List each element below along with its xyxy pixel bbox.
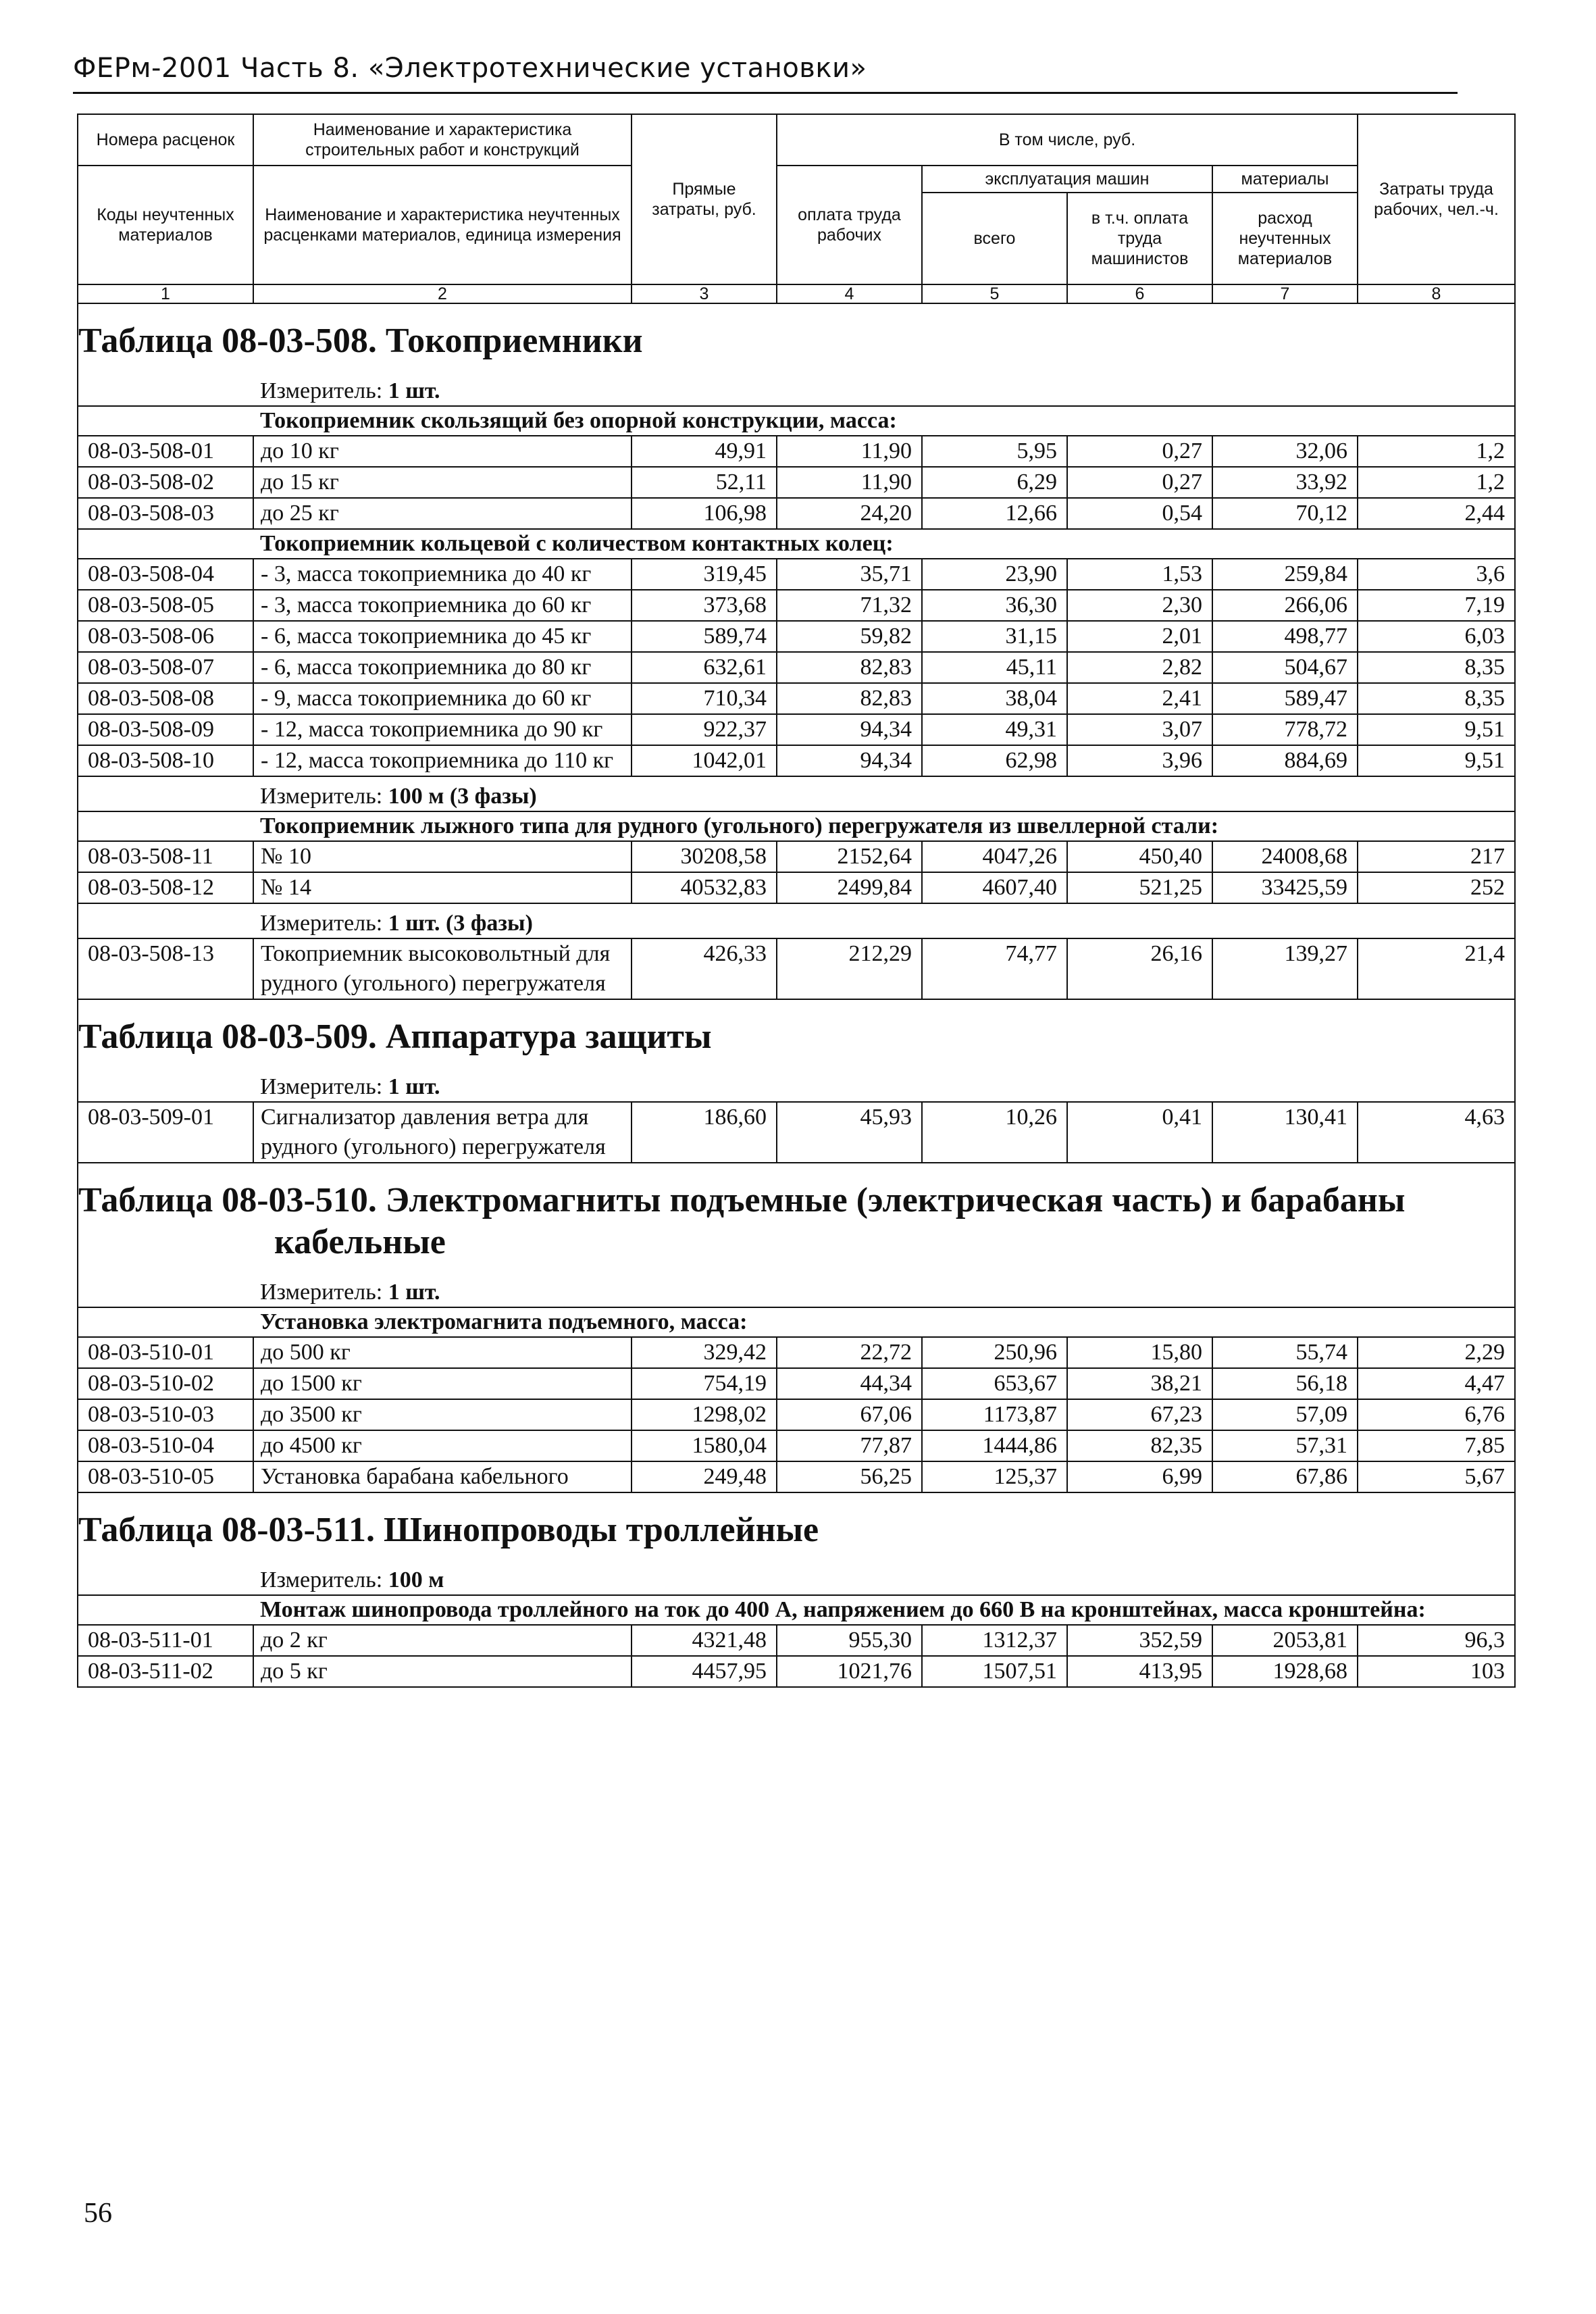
hdr-material-names: Наименование и характеристика неучтенных расценками материалов, единица измерения	[253, 166, 632, 284]
value-cell: 266,06	[1212, 590, 1358, 621]
value-cell: 59,82	[777, 621, 922, 652]
rate-code: 08-03-511-01	[78, 1625, 253, 1656]
rate-code: 08-03-508-03	[78, 498, 253, 529]
value-cell: 955,30	[777, 1625, 922, 1656]
value-cell: 1042,01	[632, 745, 777, 776]
value-cell: 6,99	[1067, 1461, 1212, 1492]
work-description: - 6, масса токоприемника до 45 кг	[253, 621, 632, 652]
measure-label: Измеритель:	[260, 1280, 383, 1305]
work-description: до 5 кг	[253, 1656, 632, 1687]
running-header: ФЕРм-2001 Часть 8. «Электротехнические установки»	[73, 53, 867, 84]
value-cell: 52,11	[632, 467, 777, 498]
value-cell: 33,92	[1212, 467, 1358, 498]
value-cell: 38,04	[922, 683, 1067, 714]
value-cell: 11,90	[777, 467, 922, 498]
rate-code: 08-03-508-01	[78, 436, 253, 467]
table-row	[78, 1430, 1515, 1461]
table-row	[78, 1656, 1515, 1687]
value-cell: 9,51	[1358, 714, 1515, 745]
value-cell: 35,71	[777, 559, 922, 590]
rate-code: 08-03-508-02	[78, 467, 253, 498]
value-cell: 38,21	[1067, 1368, 1212, 1399]
value-cell: 10,26	[922, 1102, 1067, 1163]
value-cell: 653,67	[922, 1368, 1067, 1399]
table-row	[78, 714, 1515, 745]
value-cell: 82,83	[777, 683, 922, 714]
value-cell: 32,06	[1212, 436, 1358, 467]
work-description: до 3500 кг	[253, 1399, 632, 1430]
value-cell: 96,3	[1358, 1625, 1515, 1656]
rate-code: 08-03-508-07	[78, 652, 253, 683]
measure-value: 100 м	[388, 1567, 444, 1592]
column-numbers-row	[78, 284, 1515, 303]
measure-spacer	[78, 372, 253, 406]
measure-value: 1 шт.	[388, 1280, 440, 1305]
value-cell: 6,29	[922, 467, 1067, 498]
measure-unit	[253, 1067, 1515, 1102]
value-cell: 15,80	[1067, 1337, 1212, 1368]
value-cell: 71,32	[777, 590, 922, 621]
value-cell: 754,19	[632, 1368, 777, 1399]
table-row	[78, 1399, 1515, 1430]
work-description: - 6, масса токоприемника до 80 кг	[253, 652, 632, 683]
value-cell: 1,53	[1067, 559, 1212, 590]
value-cell: 249,48	[632, 1461, 777, 1492]
value-cell: 6,03	[1358, 621, 1515, 652]
measure-row	[78, 903, 1515, 938]
rate-code: 08-03-508-11	[78, 841, 253, 872]
group-heading-row	[78, 811, 1515, 841]
group-heading: Токоприемник лыжного типа для рудного (угольного) перегружателя из швеллерной стали:	[253, 811, 1515, 841]
col-number: 1	[78, 284, 253, 303]
group-heading-row	[78, 406, 1515, 436]
value-cell: 45,93	[777, 1102, 922, 1163]
table-body	[78, 303, 1515, 1687]
group-heading: Монтаж шинопровода троллейного на ток до 400 А, напряжением до 660 В на кронштейнах, масса кронштейна:	[253, 1595, 1515, 1625]
work-description: до 2 кг	[253, 1625, 632, 1656]
value-cell: 2,29	[1358, 1337, 1515, 1368]
value-cell: 74,77	[922, 938, 1067, 999]
value-cell: 0,27	[1067, 467, 1212, 498]
value-cell: 125,37	[922, 1461, 1067, 1492]
rate-code: 08-03-508-13	[78, 938, 253, 999]
table-caption-cell	[78, 1492, 1515, 1561]
value-cell: 413,95	[1067, 1656, 1212, 1687]
rate-code: 08-03-510-04	[78, 1430, 253, 1461]
value-cell: 106,98	[632, 498, 777, 529]
measure-unit	[253, 903, 1515, 938]
value-cell: 4,47	[1358, 1368, 1515, 1399]
table-caption-cell	[78, 303, 1515, 372]
work-description: № 10	[253, 841, 632, 872]
value-cell: 24008,68	[1212, 841, 1358, 872]
measure-spacer	[78, 776, 253, 811]
value-cell: 12,66	[922, 498, 1067, 529]
work-description: до 10 кг	[253, 436, 632, 467]
value-cell: 373,68	[632, 590, 777, 621]
value-cell: 4321,48	[632, 1625, 777, 1656]
value-cell: 1021,76	[777, 1656, 922, 1687]
value-cell: 94,34	[777, 714, 922, 745]
hdr-machines: эксплуатация машин	[922, 166, 1212, 193]
rate-code: 08-03-510-02	[78, 1368, 253, 1399]
rate-code: 08-03-508-08	[78, 683, 253, 714]
value-cell: 3,96	[1067, 745, 1212, 776]
col-number: 7	[1212, 284, 1358, 303]
work-description: до 1500 кг	[253, 1368, 632, 1399]
hdr-materials: материалы	[1212, 166, 1358, 193]
rate-code: 08-03-510-01	[78, 1337, 253, 1368]
group-heading: Установка электромагнита подъемного, масса:	[253, 1307, 1515, 1337]
value-cell: 0,54	[1067, 498, 1212, 529]
value-cell: 1173,87	[922, 1399, 1067, 1430]
value-cell: 70,12	[1212, 498, 1358, 529]
hdr-worker-pay: оплата труда рабочих	[777, 166, 922, 284]
table-row	[78, 436, 1515, 467]
table-row	[78, 1102, 1515, 1163]
value-cell: 2053,81	[1212, 1625, 1358, 1656]
value-cell: 521,25	[1067, 872, 1212, 903]
measure-value: 1 шт. (3 фазы)	[388, 911, 533, 936]
group-heading-row	[78, 1595, 1515, 1625]
value-cell: 2,82	[1067, 652, 1212, 683]
measure-unit	[253, 1561, 1515, 1595]
rate-code: 08-03-510-03	[78, 1399, 253, 1430]
value-cell: 217	[1358, 841, 1515, 872]
value-cell: 82,83	[777, 652, 922, 683]
col-number: 3	[632, 284, 777, 303]
value-cell: 710,34	[632, 683, 777, 714]
value-cell: 22,72	[777, 1337, 922, 1368]
table-title: Таблица 08-03-511. Шинопроводы троллейные	[78, 1511, 819, 1549]
table-row	[78, 745, 1515, 776]
value-cell: 49,31	[922, 714, 1067, 745]
value-cell: 1580,04	[632, 1430, 777, 1461]
group-heading-row	[78, 529, 1515, 559]
value-cell: 450,40	[1067, 841, 1212, 872]
work-description: - 3, масса токоприемника до 40 кг	[253, 559, 632, 590]
value-cell: 2152,64	[777, 841, 922, 872]
value-cell: 1,2	[1358, 467, 1515, 498]
table-caption-row	[78, 1492, 1515, 1561]
rate-code: 08-03-508-06	[78, 621, 253, 652]
value-cell: 67,86	[1212, 1461, 1358, 1492]
table-row	[78, 683, 1515, 714]
rate-code: 08-03-508-10	[78, 745, 253, 776]
table-caption-row	[78, 1163, 1515, 1273]
value-cell: 2,41	[1067, 683, 1212, 714]
value-cell: 186,60	[632, 1102, 777, 1163]
value-cell: 2,44	[1358, 498, 1515, 529]
table-title: Таблица 08-03-510. Электромагниты подъемные (электрическая часть) и барабаны кабельные	[78, 1181, 1406, 1261]
value-cell: 4607,40	[922, 872, 1067, 903]
work-description: - 12, масса токоприемника до 90 кг	[253, 714, 632, 745]
measure-spacer	[78, 1273, 253, 1307]
table-caption-row	[78, 303, 1515, 372]
value-cell: 504,67	[1212, 652, 1358, 683]
value-cell: 139,27	[1212, 938, 1358, 999]
value-cell: 2,30	[1067, 590, 1212, 621]
value-cell: 62,98	[922, 745, 1067, 776]
col-number: 6	[1067, 284, 1212, 303]
group-spacer	[78, 1595, 253, 1625]
value-cell: 884,69	[1212, 745, 1358, 776]
measure-spacer	[78, 1067, 253, 1102]
rates-table	[77, 114, 1516, 1688]
value-cell: 5,67	[1358, 1461, 1515, 1492]
measure-row	[78, 1273, 1515, 1307]
value-cell: 778,72	[1212, 714, 1358, 745]
measure-row	[78, 1067, 1515, 1102]
work-description: - 12, масса токоприемника до 110 кг	[253, 745, 632, 776]
measure-label: Измеритель:	[260, 911, 383, 936]
measure-spacer	[78, 1561, 253, 1595]
table-row	[78, 1625, 1515, 1656]
rates-document	[77, 114, 1514, 1688]
table-row	[78, 559, 1515, 590]
group-heading: Токоприемник кольцевой с количеством контактных колец:	[253, 529, 1515, 559]
measure-unit	[253, 776, 1515, 811]
hdr-machines-total: всего	[922, 193, 1067, 284]
measure-label: Измеритель:	[260, 378, 383, 403]
value-cell: 2,01	[1067, 621, 1212, 652]
value-cell: 130,41	[1212, 1102, 1358, 1163]
value-cell: 57,31	[1212, 1430, 1358, 1461]
value-cell: 319,45	[632, 559, 777, 590]
value-cell: 250,96	[922, 1337, 1067, 1368]
col-number: 4	[777, 284, 922, 303]
value-cell: 21,4	[1358, 938, 1515, 999]
value-cell: 24,20	[777, 498, 922, 529]
value-cell: 212,29	[777, 938, 922, 999]
measure-row	[78, 372, 1515, 406]
table-row	[78, 652, 1515, 683]
table-row	[78, 938, 1515, 999]
work-description: до 15 кг	[253, 467, 632, 498]
value-cell: 45,11	[922, 652, 1067, 683]
value-cell: 94,34	[777, 745, 922, 776]
rate-code: 08-03-508-09	[78, 714, 253, 745]
value-cell: 23,90	[922, 559, 1067, 590]
hdr-including: В том числе, руб.	[777, 114, 1358, 166]
value-cell: 498,77	[1212, 621, 1358, 652]
value-cell: 259,84	[1212, 559, 1358, 590]
value-cell: 8,35	[1358, 683, 1515, 714]
table-row	[78, 1337, 1515, 1368]
table-row	[78, 1368, 1515, 1399]
value-cell: 4047,26	[922, 841, 1067, 872]
work-description: - 9, масса токоприемника до 60 кг	[253, 683, 632, 714]
work-description: № 14	[253, 872, 632, 903]
value-cell: 7,19	[1358, 590, 1515, 621]
page-number: 56	[84, 2198, 112, 2229]
value-cell: 2499,84	[777, 872, 922, 903]
value-cell: 82,35	[1067, 1430, 1212, 1461]
measure-value: 100 м (3 фазы)	[388, 784, 537, 809]
value-cell: 329,42	[632, 1337, 777, 1368]
measure-label: Измеритель:	[260, 1074, 383, 1099]
table-caption-row	[78, 999, 1515, 1067]
value-cell: 0,41	[1067, 1102, 1212, 1163]
header-rule	[73, 92, 1458, 94]
value-cell: 67,23	[1067, 1399, 1212, 1430]
col-number: 2	[253, 284, 632, 303]
value-cell: 632,61	[632, 652, 777, 683]
value-cell: 9,51	[1358, 745, 1515, 776]
measure-unit	[253, 1273, 1515, 1307]
table-header	[78, 114, 1515, 303]
value-cell: 252	[1358, 872, 1515, 903]
hdr-material-codes: Коды неучтенных материалов	[78, 166, 253, 284]
hdr-work-name: Наименование и характеристика строительных работ и конструкций	[253, 114, 632, 166]
table-title: Таблица 08-03-509. Аппаратура защиты	[78, 1017, 712, 1056]
work-description: Установка барабана кабельного	[253, 1461, 632, 1492]
value-cell: 1928,68	[1212, 1656, 1358, 1687]
rate-code: 08-03-510-05	[78, 1461, 253, 1492]
value-cell: 31,15	[922, 621, 1067, 652]
col-number: 8	[1358, 284, 1515, 303]
value-cell: 3,6	[1358, 559, 1515, 590]
value-cell: 1,2	[1358, 436, 1515, 467]
table-row	[78, 467, 1515, 498]
table-row	[78, 590, 1515, 621]
table-row	[78, 621, 1515, 652]
rate-code: 08-03-508-04	[78, 559, 253, 590]
measure-label: Измеритель:	[260, 784, 383, 809]
value-cell: 4,63	[1358, 1102, 1515, 1163]
group-heading: Токоприемник скользящий без опорной конструкции, масса:	[253, 406, 1515, 436]
value-cell: 77,87	[777, 1430, 922, 1461]
value-cell: 6,76	[1358, 1399, 1515, 1430]
value-cell: 7,85	[1358, 1430, 1515, 1461]
value-cell: 426,33	[632, 938, 777, 999]
work-description: Токоприемник высоковольтный для рудного (угольного) перегружателя	[253, 938, 632, 999]
hdr-machinist-pay: в т.ч. оплата труда машинистов	[1067, 193, 1212, 284]
rate-code: 08-03-511-02	[78, 1656, 253, 1687]
group-spacer	[78, 406, 253, 436]
table-caption-cell	[78, 1163, 1515, 1273]
value-cell: 40532,83	[632, 872, 777, 903]
value-cell: 1312,37	[922, 1625, 1067, 1656]
value-cell: 589,47	[1212, 683, 1358, 714]
value-cell: 30208,58	[632, 841, 777, 872]
work-description: до 500 кг	[253, 1337, 632, 1368]
measure-label: Измеритель:	[260, 1567, 383, 1592]
value-cell: 103	[1358, 1656, 1515, 1687]
value-cell: 57,09	[1212, 1399, 1358, 1430]
work-description: Сигнализатор давления ветра для рудного (угольного) перегружателя	[253, 1102, 632, 1163]
table-row	[78, 498, 1515, 529]
value-cell: 67,06	[777, 1399, 922, 1430]
rate-code: 08-03-508-05	[78, 590, 253, 621]
work-description: до 25 кг	[253, 498, 632, 529]
value-cell: 44,34	[777, 1368, 922, 1399]
value-cell: 55,74	[1212, 1337, 1358, 1368]
work-description: - 3, масса токоприемника до 60 кг	[253, 590, 632, 621]
measure-value: 1 шт.	[388, 1074, 440, 1099]
hdr-direct-costs: Прямые затраты, руб.	[632, 114, 777, 284]
measure-value: 1 шт.	[388, 378, 440, 403]
value-cell: 26,16	[1067, 938, 1212, 999]
value-cell: 8,35	[1358, 652, 1515, 683]
value-cell: 352,59	[1067, 1625, 1212, 1656]
rate-code: 08-03-508-12	[78, 872, 253, 903]
table-title: Таблица 08-03-508. Токоприемники	[78, 322, 643, 360]
table-row	[78, 841, 1515, 872]
rate-code: 08-03-509-01	[78, 1102, 253, 1163]
value-cell: 589,74	[632, 621, 777, 652]
value-cell: 1298,02	[632, 1399, 777, 1430]
value-cell: 5,95	[922, 436, 1067, 467]
table-row	[78, 872, 1515, 903]
hdr-labor-hours: Затраты труда рабочих, чел.-ч.	[1358, 114, 1515, 284]
measure-row	[78, 1561, 1515, 1595]
group-spacer	[78, 1307, 253, 1337]
col-number: 5	[922, 284, 1067, 303]
table-row	[78, 1461, 1515, 1492]
group-heading-row	[78, 1307, 1515, 1337]
value-cell: 4457,95	[632, 1656, 777, 1687]
value-cell: 33425,59	[1212, 872, 1358, 903]
value-cell: 3,07	[1067, 714, 1212, 745]
measure-unit	[253, 372, 1515, 406]
hdr-rate-numbers: Номера расценок	[78, 114, 253, 166]
value-cell: 922,37	[632, 714, 777, 745]
value-cell: 49,91	[632, 436, 777, 467]
value-cell: 56,25	[777, 1461, 922, 1492]
value-cell: 0,27	[1067, 436, 1212, 467]
group-spacer	[78, 529, 253, 559]
value-cell: 56,18	[1212, 1368, 1358, 1399]
hdr-material-usage: расход неучтенных материалов	[1212, 193, 1358, 284]
value-cell: 11,90	[777, 436, 922, 467]
work-description: до 4500 кг	[253, 1430, 632, 1461]
value-cell: 36,30	[922, 590, 1067, 621]
table-caption-cell	[78, 999, 1515, 1067]
group-spacer	[78, 811, 253, 841]
value-cell: 1507,51	[922, 1656, 1067, 1687]
measure-row	[78, 776, 1515, 811]
value-cell: 1444,86	[922, 1430, 1067, 1461]
measure-spacer	[78, 903, 253, 938]
